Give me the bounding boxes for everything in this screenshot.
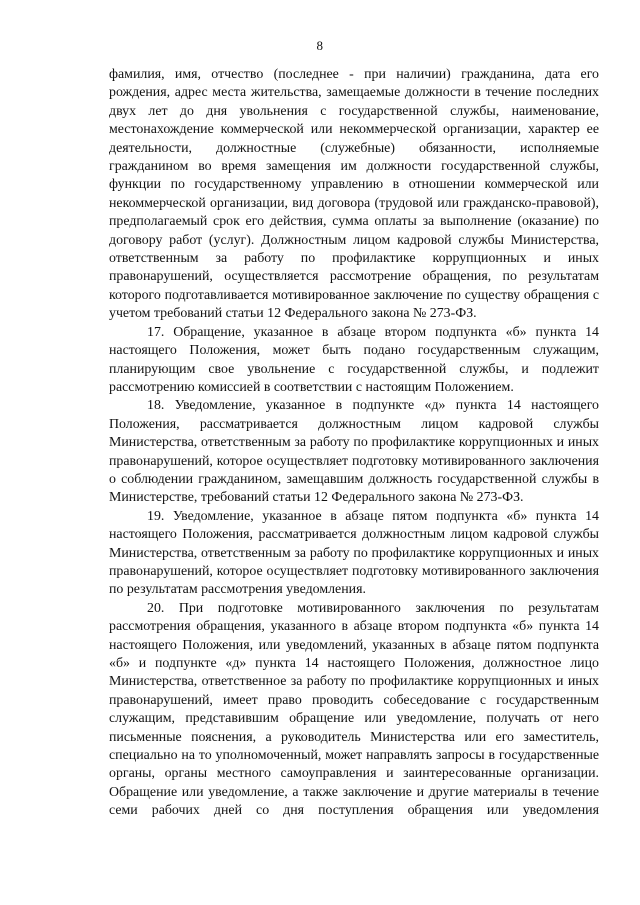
paragraph-continuation: фамилия, имя, отчество (последнее - при наличии) гражданина, дата его рождения, адрес места жительства, замещаемые должности в течение последних двух лет до дня увольнения с государственной службы, наименование, местонахождение коммерческой или некоммерческой организации, характер ее деятельности, должностные (служебные) обязанности, исполняемые гражданином во время замещения им должности государственной службы, функции по государственному управлению в отношении коммерческой или некоммерческой организации, вид договора (трудовой или гражданско-правовой), предполагаемый срок его действия, сумма оплаты за выполнение (оказание) по договору работ (услуг). Должностным лицом кадровой службы Министерства, ответственным за работу по профилактике коррупционных и иных правонарушений, осуществляется рассмотрение обращения, по результатам которого подготавливается мотивированное заключение по существу обращения с учетом требований статьи 12 Федерального закона № 273-ФЗ. xyxy=(109,67,599,322)
page-number: 8 xyxy=(316,38,324,53)
paragraph-item-17: 17. Обращение, указанное в абзаце втором подпункта «б» пункта 14 настоящего Положения, может быть подано государственным служащим, планирующим свое увольнение с государственной службы, и подлежит рассмотрению комиссией в соответствии с настоящим Положением. xyxy=(109,324,599,395)
paragraph-item-20: 20. При подготовке мотивированного заключения по результатам рассмотрения обращения, указанного в абзаце втором подпункта «б» пункта 14 настоящего Положения, или уведомлений, указанных в абзаце пятом подпункта «б» и подпункте «д» пункта 14 настоящего Положения, должностное лицо Министерства, ответственное за работу по профилактике коррупционных и иных правонарушений, имеет право проводить собеседование с государственным служащим, представившим обращение или уведомление, получать от него письменные пояснения, а руководитель Министерства или его заместитель, специально на то уполномоченный, может направлять запросы в государственные органы, органы местного самоуправления и заинтересованные организации. Обращение или уведомление, а также заключение и другие материалы в течение семи рабочих дней со дня поступления обращения или уведомления xyxy=(109,600,599,819)
document-body xyxy=(109,66,599,821)
paragraph-item-18: 18. Уведомление, указанное в подпункте «д» пункта 14 настоящего Положения, рассматривается должностным лицом кадровой службы Министерства, ответственным за работу по профилактике коррупционных и иных правонарушений, которое осуществляет подготовку мотивированного заключения о соблюдении гражданином, замещавшим должность государственной службы в Министерстве, требований статьи 12 Федерального закона № 273-ФЗ. xyxy=(109,398,599,506)
paragraph-item-19: 19. Уведомление, указанное в абзаце пятом подпункта «б» пункта 14 настоящего Положения, рассматривается должностным лицом кадровой службы Министерства, ответственным за работу по профилактике коррупционных и иных правонарушений, которое осуществляет подготовку мотивированного заключения по результатам рассмотрения уведомления. xyxy=(109,508,599,598)
